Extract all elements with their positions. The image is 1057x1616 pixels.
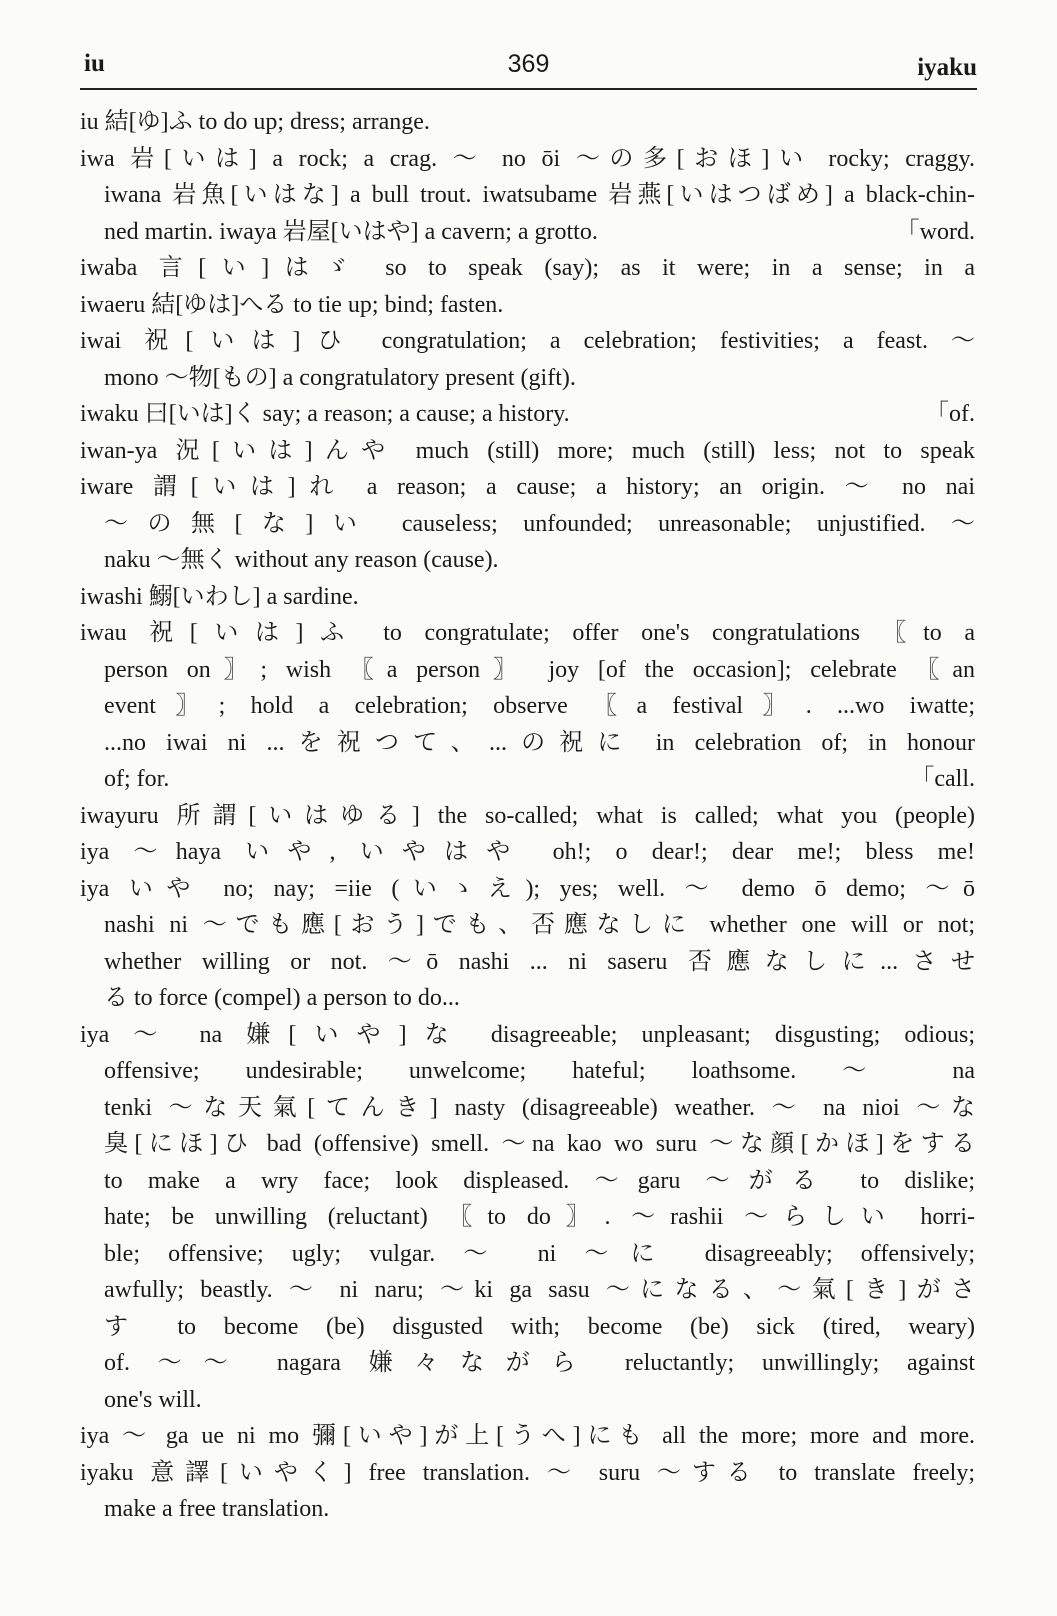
entry-line [80, 1199, 975, 1236]
entry-line [80, 688, 975, 725]
entry-line [80, 615, 975, 652]
entry-line [80, 214, 975, 251]
entry-line-text: iwan-ya 況[いは]んや much (still) more; much (still) less; not to speak [80, 437, 975, 464]
entry-line-text: iya いや no; nay; =iie (いゝえ); yes; well. ～ demo ō demo; ～ō [80, 875, 975, 902]
entry-line [80, 506, 975, 543]
entry-line [80, 907, 975, 944]
header-left-guide-word: iu [84, 50, 105, 77]
entry-line-text: make a free translation. [104, 1496, 330, 1522]
dictionary-entries [80, 104, 975, 1528]
entry-line [80, 1455, 975, 1492]
entry-line [80, 944, 975, 981]
entry-line-text: ～の無[な]い causeless; unfounded; unreasonable; unjustified. ～ [104, 510, 975, 537]
entry-line [80, 871, 975, 908]
entry-line-text: iya ～haya いや, いやはや oh!; o dear!; dear me!; bless me! [80, 839, 975, 865]
entry-line [80, 1418, 975, 1455]
entry-line [80, 542, 975, 579]
entry-line-text: ble; offensive; ugly; vulgar. ～ ni ～に disagreeably; offensively; [104, 1240, 975, 1267]
entry-line-text: hate; be unwilling (reluctant) 〖to do〗. ～rashii ～らしい horri- [104, 1204, 975, 1230]
entry-line-text: る to force (compel) a person to do... [104, 985, 460, 1011]
entry-line [80, 104, 975, 141]
entry-line-text: 臭[にほ]ひ bad (offensive) smell. ～na kao wo suru ～な顔[かほ]をする [104, 1131, 975, 1157]
entry-line-text: iu 結[ゆ]ふ to do up; dress; arrange. [80, 109, 430, 135]
entry-line [80, 250, 975, 287]
entry-line-text: iya ～ na 嫌[いや]な disagreeable; unpleasant; disgusting; odious; [80, 1021, 975, 1048]
entry-line [80, 1090, 975, 1127]
entry-line [80, 798, 975, 835]
entry-line-text: iwayuru 所謂[いはゆる] the so-called; what is called; what you (people) [80, 802, 975, 829]
runover-word: 「word. [895, 218, 975, 245]
entry-line-text: iwaba 言[い]はゞ so to speak (say); as it were; in a sense; in a [80, 255, 975, 281]
running-head [80, 46, 977, 90]
entry-line [80, 433, 975, 470]
entry-line-text: of; for. [104, 766, 170, 792]
entry-line [80, 1272, 975, 1309]
entry-line-text: iwa 岩[いは] a rock; a crag. ～ no ōi ～の多[おほ]い rocky; craggy. [80, 145, 975, 172]
entry-line-text: person on〗; wish 〖a person〗 joy [of the occasion]; celebrate 〖an [104, 656, 975, 683]
entry-line [80, 396, 975, 433]
entry-line [80, 360, 975, 397]
entry-line-text: iwaeru 結[ゆは]へる to tie up; bind; fasten. [80, 291, 504, 318]
entry-line [80, 1309, 975, 1346]
entry-line [80, 725, 975, 762]
entry-line-text: ned martin. iwaya 岩屋[いはや] a cavern; a grotto. [104, 218, 598, 245]
runover-word: 「of. [925, 401, 975, 427]
entry-line-text: iwashi 鰯[いわし] a sardine. [80, 583, 359, 610]
entry-line [80, 652, 975, 689]
page-number: 369 [507, 50, 550, 78]
header-right-guide-word: iyaku [917, 54, 977, 81]
entry-line-text: whether willing or not. ～ō nashi ... ni saseru 否應なしに...させ [104, 948, 975, 975]
entry-line [80, 1236, 975, 1273]
entry-line [80, 1126, 975, 1163]
entry-line [80, 1382, 975, 1419]
entry-line-text: awfully; beastly. ～ ni naru; ～ki ga sasu ～になる、～氣[き]がさ [104, 1277, 975, 1303]
entry-line [80, 1017, 975, 1054]
entry-line-text: ...no iwai ni ...を祝つて、...の祝に in celebration of; in honour [104, 729, 975, 756]
entry-line-text: one's will. [104, 1386, 202, 1413]
entry-line-text: iware 謂[いは]れ a reason; a cause; a history; an origin. ～ no nai [80, 474, 975, 500]
entry-line-text: naku ～無く without any reason (cause). [104, 547, 499, 573]
entry-line-text: iwai 祝[いは]ひ congratulation; a celebration; festivities; a feast. ～ [80, 328, 975, 354]
entry-line [80, 323, 975, 360]
entry-line [80, 980, 975, 1017]
entry-line-text: nashi ni ～でも應[おう]でも、否應なしに whether one will or not; [104, 912, 975, 938]
entry-line-text: mono ～物[もの] a congratulatory present (gift). [104, 364, 576, 391]
entry-line [80, 287, 975, 324]
entry-line-text: iya ～ ga ue ni mo 彌[いや]が上[うへ]にも all the more; more and more. [80, 1423, 975, 1449]
entry-line-text: tenki ～な天氣[てんき] nasty (disagreeable) weather. ～ na nioi ～な [104, 1094, 975, 1121]
entry-line [80, 1053, 975, 1090]
entry-line-text: event〗; hold a celebration; observe 〖a festival〗. ...wo iwatte; [104, 693, 975, 719]
entry-line-text: of. ～～ nagara 嫌々ながら reluctantly; unwillingly; against [104, 1350, 975, 1376]
entry-line-text: iwaku 曰[いは]く say; a reason; a cause; a history. [80, 401, 570, 427]
entry-line [80, 177, 975, 214]
entry-line-text: to make a wry face; look displeased. ～garu ～がる to dislike; [104, 1167, 975, 1194]
runover-word: 「call. [910, 766, 975, 792]
entry-line [80, 761, 975, 798]
entry-line [80, 141, 975, 178]
entry-line [80, 1163, 975, 1200]
entry-line-text: iwau 祝[いは]ふ to congratulate; offer one's congratulations 〖to a [80, 620, 975, 646]
entry-line [80, 834, 975, 871]
entry-line [80, 1491, 975, 1528]
entry-line [80, 579, 975, 616]
entry-line-text: iwana 岩魚[いはな] a bull trout. iwatsubame 岩燕[いはつばめ] a black-chin- [104, 182, 975, 208]
entry-line-text: iyaku 意譯[いやく] free translation. ～ suru ～する to translate freely; [80, 1459, 975, 1486]
entry-line [80, 469, 975, 506]
entry-line-text: offensive; undesirable; unwelcome; hateful; loathsome. ～ na [104, 1058, 975, 1084]
entry-line-text: す to become (be) disgusted with; become (be) sick (tired, weary) [104, 1313, 975, 1340]
entry-line [80, 1345, 975, 1382]
